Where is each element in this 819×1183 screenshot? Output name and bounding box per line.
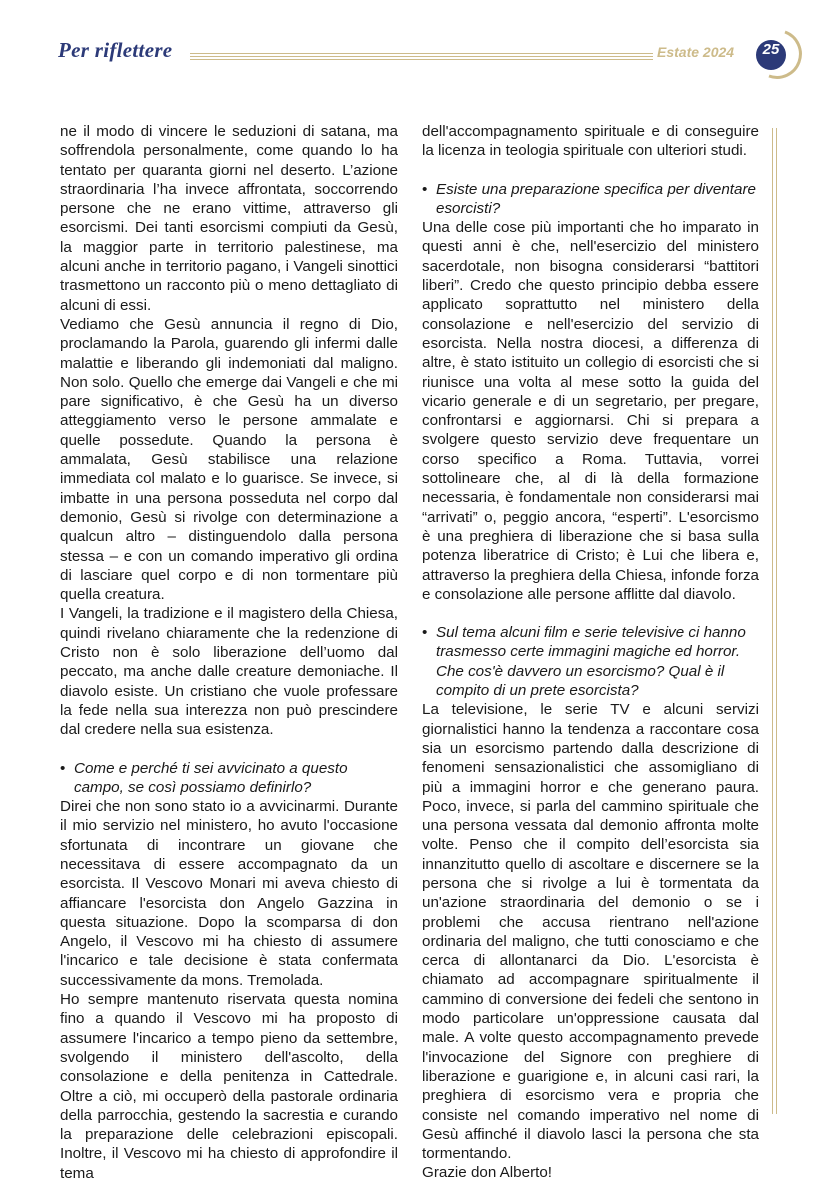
issue-label: Estate 2024 <box>653 44 738 60</box>
interview-question: • Come e perché ti sei avvicinato a questo campo, se così possiamo definirlo? <box>60 759 398 798</box>
paragraph: La televisione, le serie TV e alcuni servizi giornalistici hanno la tendenza a raccontare cosa sia un esorcismo partendo dalla descrizione di fenomeni sensazionalistici che assomigliano di più a immagini horror e che generano paura. Poco, invece, si parla del cammino spirituale che una persona vessata dal demonio affronta molte volte. Penso che il compito dell’esorcista sia innanzitutto quello di ascoltare e discernere se la persona che si rivolge a lui è tormentata da un'azione straordinaria del demonio o se i problemi che accusa rientrano nell'azione ordinaria del maligno, che tutti conosciamo e che cerca di allontanarci da Dio. L'esorcista è chiamato ad accompagnare spiritualmente il cammino di conversione dei fedeli che sentono in modo particolare un'oppressione causata dal male. A volte questo accompagnamento prevede l'invocazione del Signore con preghiere di liberazione e guarigione e, in alcuni casi rari, la preghiera di esorcismo vera e propria che consiste nel comando imperativo nel nome di Gesù affinché il diavolo lasci la persona che sta tormentando. <box>422 701 759 1163</box>
paragraph: Direi che non sono stato io a avvicinarmi. Durante il mio servizio nel ministero, ho avuto l'occasione sfortunata di incontrare un giovane che necessitava di essere accompagnato da un esorcista. Il Vescovo Monari mi aveva chiesto di affiancare l'esorcista don Angelo Gazzina in questa situazione. Dopo la scomparsa di don Angelo, il Vescovo mi ha chiesto di assumere l'incarico e tale decisione è stata confermata successivamente da mons. Tremolada. <box>60 798 398 989</box>
margin-rule <box>772 128 773 1114</box>
paragraph: dell'accompagnamento spirituale e di conseguire la licenza in teologia spirituale con ulteriori studi. <box>422 123 759 160</box>
section-title: Per riflettere <box>58 38 173 62</box>
interview-question: • Esiste una preparazione specifica per diventare esorcisti? <box>422 180 759 219</box>
paragraph: Una delle cose più importanti che ho imparato in questi anni è che, nell'esercizio del ministero sacerdotale, non bisogna considerarsi “battitori liberi”. Credo che questo principio debba essere applicato soprattutto nel ministero della consolazione e nell'esercizio del servizio di esorcista. Nella nostra diocesi, a differenza di altre, è stato istituito un collegio di esorcisti che si riunisce una volta al mese sotto la guida del vicario generale e di un segretario, per pregare, confrontarsi e aggiornarsi. Chi si prepara a svolgere questo servizio deve frequentare un corso specifico a Roma. Tuttavia, vorrei sottolineare che, al di là della formazione necessaria, è fondamentale non considerarsi mai “arrivati” o, peggio ancora, “esperti”. L'esorcismo è una preghiera di liberazione che si basa sulla potenza liberatrice di Cristo; è Lui che libera e, attraverso la preghiera della Chiesa, infonde forza e consolazione alle persone afflitte dal diavolo. <box>422 219 759 603</box>
left-column <box>60 122 398 1183</box>
paragraph: Ho sempre mantenuto riservata questa nomina fino a quando il Vescovo mi ha proposto di assumere l'incarico a tempo pieno da settembre, svolgendo il ministero dell'ascolto, della consolazione e della penitenza in Cattedrale. Oltre a ciò, mi occuperò della pastorale ordinaria della parrocchia, gestendo la sacrestia e curando la preparazione delle celebrazioni episcopali. Inoltre, il Vescovo mi ha chiesto di approfondire il tema <box>60 991 398 1182</box>
paragraph: I Vangeli, la tradizione e il magistero della Chiesa, quindi rivelano chiaramente che la redenzione di Cristo non è solo liberazione dell’uomo dal peccato, ma anche dalle creature demoniache. Il diavolo esiste. Un cristiano che vuole professare la fede nella sua interezza non può prescindere dal credere nella sua esistenza. <box>60 605 398 739</box>
closing-line: Grazie don Alberto! <box>422 1164 553 1182</box>
paragraph: ne il modo di vincere le seduzioni di satana, ma soffrendola personalmente, come quando lo ha tentato per quaranta giorni nel deserto. L’azione straordinaria l’ha invece affrontata, soccorrendo persone che ne erano vittime, attraverso gli esorcismi. Dei tanti esorcismi compiuti da Gesù, la maggior parte in territorio palestinese, ma alcuni anche in territorio pagano, i Vangeli sinottici trasmettono un racconto più o meno dettagliato di alcuni di essi. <box>60 123 398 314</box>
right-column <box>422 122 759 1183</box>
margin-rule <box>776 128 777 1114</box>
page-header <box>0 0 819 100</box>
paragraph: Vediamo che Gesù annuncia il regno di Dio, proclamando la Parola, guarendo gli infermi dalle malattie e liberando gli indemoniati dal maligno. Non solo. Quello che emerge dai Vangeli e che mi pare significativo, è che Gesù ha un diverso atteggiamento verso le persone ammalate e quelle possedute. Quando la persona è ammalata, Gesù stabilisce una relazione immediata col malato e lo guarisce. Se invece, si imbatte in una persona posseduta nel corpo dal demonio, Gesù si rivolge con determinazione a qualcun altro – distinguendolo dalla persona stessa – e con un comando imperativo gli ordina di lasciare quel corpo e di non tormentare più quella creatura. <box>60 315 398 604</box>
interview-question: • Sul tema alcuni film e serie televisive ci hanno trasmesso certe immagini magiche ed horror. Che cos'è davvero un esorcismo? Qual è il compito di un prete esorcista? <box>422 623 759 700</box>
page-number: 25 <box>762 41 780 58</box>
